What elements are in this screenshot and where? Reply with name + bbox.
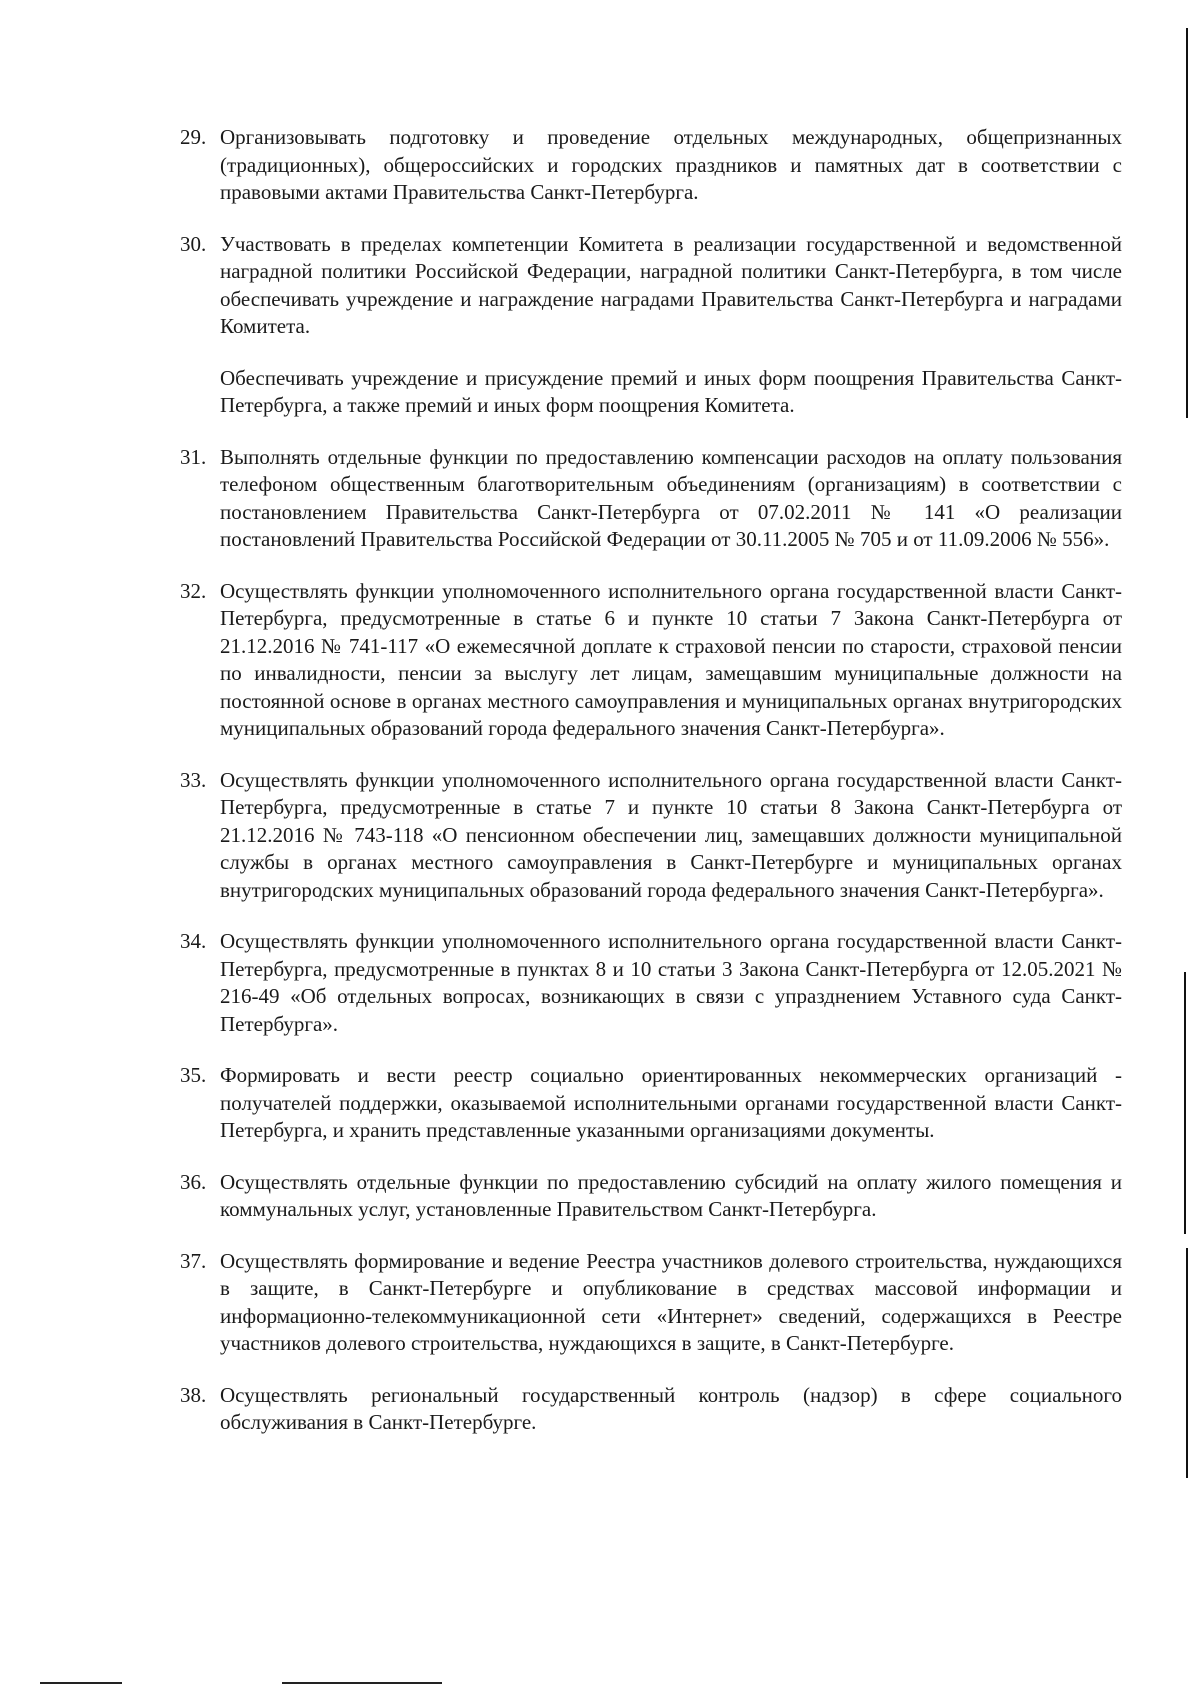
list-item [180, 444, 1122, 554]
item-paragraph: Осуществлять отдельные функции по предоставлению субсидий на оплату жилого помещения и коммунальных услуг, установленные Правительством Санкт-Петербурга. [220, 1169, 1122, 1221]
item-paragraph: Участвовать в пределах компетенции Комитета в реализации государственной и ведомственной наградной политики Российской Федерации, наградной политики Санкт-Петербурга, в том числе обеспечивать учреждение и награждение наградами Правительства Санкт-Петербурга и наградами Комитета. [220, 231, 1122, 338]
footer-rule [40, 1682, 122, 1684]
item-paragraph: Осуществлять региональный государственный контроль (надзор) в сфере социального обслуживания в Санкт-Петербурге. [220, 1382, 1122, 1434]
item-paragraph: Осуществлять функции уполномоченного исполнительного органа государственной власти Санкт-Петербурга, предусмотренные в статье 7 и пункте 10 статьи 8 Закона Санкт-Петербурга от 21.12.2016 № 743-118 «О пенсионном обеспечении лиц, замещавших должности муниципальной службы в органах местного самоуправления в Санкт-Петербурге и муниципальных органах внутригородских муниципальных образований города федерального значения Санкт-Петербурга». [220, 767, 1122, 902]
item-number: 31. [180, 444, 207, 469]
item-number: 37. [180, 1248, 207, 1273]
item-number: 32. [180, 578, 207, 603]
list-item [180, 231, 1122, 420]
scan-edge-line [1186, 1248, 1188, 1478]
list-item [180, 767, 1122, 905]
item-number: 33. [180, 767, 207, 792]
item-number: 34. [180, 929, 207, 953]
scan-edge-line [1184, 972, 1186, 1234]
item-paragraph: Осуществлять функции уполномоченного исполнительного органа государственной власти Санкт-Петербурга, предусмотренные в статье 6 и пункте 10 статьи 7 Закона Санкт-Петербурга от 21.12.2016 № 741-117 «О ежемесячной доплате к страховой пенсии по старости, страховой пенсии по инвалидности, пенсии за выслугу лет лицам, замещавшим муниципальные должности на постоянной основе в органах местного самоуправления и муниципальных органах внутригородских муниципальных образований города федерального значения Санкт-Петербурга». [220, 578, 1122, 740]
item-number: 38. [180, 1382, 207, 1407]
item-paragraph: Организовывать подготовку и проведение отдельных международных, общепризнанных (традиционных), общероссийских и городских праздников и памятных дат в соответствии с правовыми актами Правительства Санкт-Петербурга. [220, 125, 1122, 204]
list-item [180, 1382, 1122, 1437]
list-item [180, 928, 1122, 1038]
list-item [180, 578, 1122, 743]
item-number: 29. [180, 125, 207, 149]
item-paragraph: Выполнять отдельные функции по предоставлению компенсации расходов на оплату пользования телефоном общественным благотворительным объединениям (организациям) в соответствии с постановлением Правительства Санкт-Петербурга от 07.02.2011 № 141 «О реализации постановлений Правительства Российской Федерации от 30.11.2005 № 705 и от 11.09.2006 № 556». [220, 444, 1122, 551]
list-item [180, 1248, 1122, 1358]
list-item [180, 1062, 1122, 1145]
footer-rule [282, 1682, 442, 1684]
item-paragraph: Формировать и вести реестр социально ориентированных некоммерческих организаций - получателей поддержки, оказываемой исполнительными органами государственной власти Санкт-Петербурга, и хранить представленные указанными организациями документы. [220, 1063, 1122, 1142]
item-paragraph: Осуществлять формирование и ведение Реестра участников долевого строительства, нуждающихся в защите, в Санкт-Петербурге и опубликование в средствах массовой информации и информационно-телекоммуникационной сети «Интернет» сведений, содержащихся в Реестре участников долевого строительства, нуждающихся в защите, в Санкт-Петербурге. [220, 1248, 1122, 1355]
item-number: 30. [180, 231, 207, 256]
scan-edge-line [1186, 28, 1188, 418]
item-paragraph: Обеспечивать учреждение и присуждение премий и иных форм поощрения Правительства Санкт-Петербурга, а также премий и иных форм поощрения Комитета. [220, 365, 1122, 417]
item-paragraph: Осуществлять функции уполномоченного исполнительного органа государственной власти Санкт-Петербурга, предусмотренные в пунктах 8 и 10 статьи 3 Закона Санкт-Петербурга от 12.05.2021 № 216-49 «Об отдельных вопросах, возникающих в связи с упразднением Уставного суда Санкт-Петербурга». [220, 929, 1122, 1036]
numbered-list [180, 124, 1122, 1461]
item-number: 35. [180, 1063, 207, 1087]
list-item [180, 1169, 1122, 1224]
item-number: 36. [180, 1169, 207, 1194]
list-item [180, 124, 1122, 207]
